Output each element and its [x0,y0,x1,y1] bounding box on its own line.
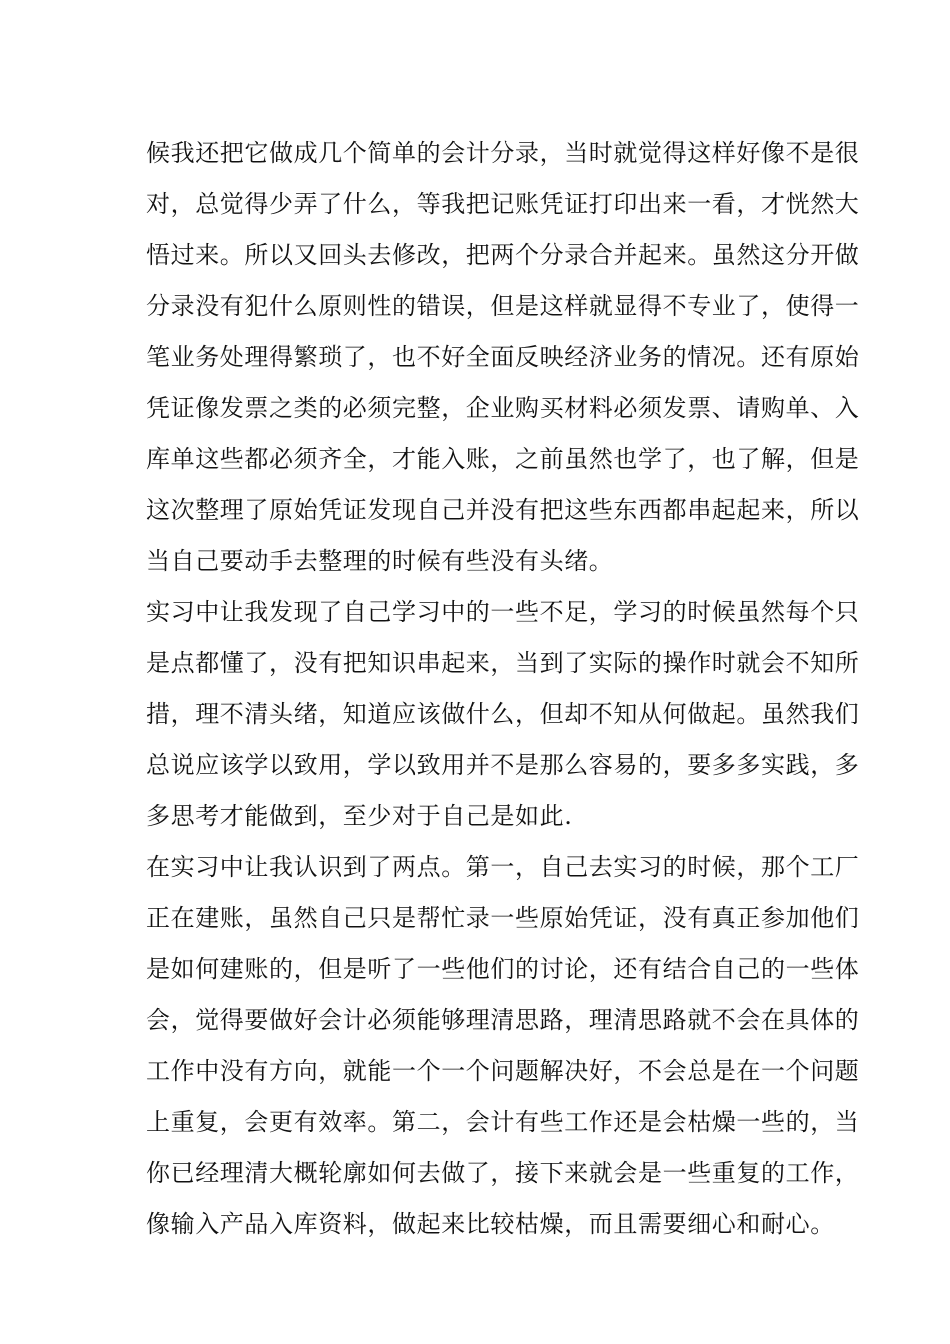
text-line: 多思考才能做到，至少对于自己是如此. [146,802,573,830]
text-line: 对，总觉得少弄了什么，等我把记账凭证打印出来一看，才恍然大 [146,190,860,218]
text-line: 工作中没有方向，就能一个一个问题解决好，不会总是在一个问题 [146,1057,860,1085]
text-line: 像输入产品入库资料，做起来比较枯燥，而且需要细心和耐心。 [146,1210,835,1238]
text-line: 是如何建账的，但是听了一些他们的讨论，还有结合自己的一些体 [146,955,860,983]
text-line: 是点都懂了，没有把知识串起来，当到了实际的操作时就会不知所 [146,649,860,677]
text-line: 当自己要动手去整理的时候有些没有头绪。 [146,547,614,575]
text-line: 正在建账，虽然自己只是帮忙录一些原始凭证，没有真正参加他们 [146,904,860,932]
text-line: 会，觉得要做好会计必须能够理清思路，理清思路就不会在具体的 [146,1006,860,1034]
text-line: 总说应该学以致用，学以致用并不是那么容易的，要多多实践，多 [146,751,860,779]
body-text [146,128,860,1250]
text-line: 措，理不清头绪，知道应该做什么，但却不知从何做起。虽然我们 [146,700,860,728]
text-line: 候我还把它做成几个简单的会计分录，当时就觉得这样好像不是很 [146,139,860,167]
text-line: 这次整理了原始凭证发现自己并没有把这些东西都串起起来，所以 [146,496,860,524]
text-line: 上重复，会更有效率。第二，会计有些工作还是会枯燥一些的，当 [146,1108,860,1136]
text-line: 实习中让我发现了自己学习中的一些不足，学习的时候虽然每个只 [146,598,860,626]
text-line: 凭证像发票之类的必须完整，企业购买材料必须发票、请购单、入 [146,394,860,422]
text-line: 笔业务处理得繁琐了，也不好全面反映经济业务的情况。还有原始 [146,343,860,371]
text-line: 悟过来。所以又回头去修改，把两个分录合并起来。虽然这分开做 [146,241,860,269]
text-line: 分录没有犯什么原则性的错误，但是这样就显得不专业了，使得一 [146,292,860,320]
text-line: 库单这些都必须齐全，才能入账，之前虽然也学了，也了解，但是 [146,445,860,473]
text-line: 你已经理清大概轮廓如何去做了，接下来就会是一些重复的工作， [146,1159,860,1187]
text-line: 在实习中让我认识到了两点。第一，自己去实习的时候，那个工厂 [146,853,860,881]
